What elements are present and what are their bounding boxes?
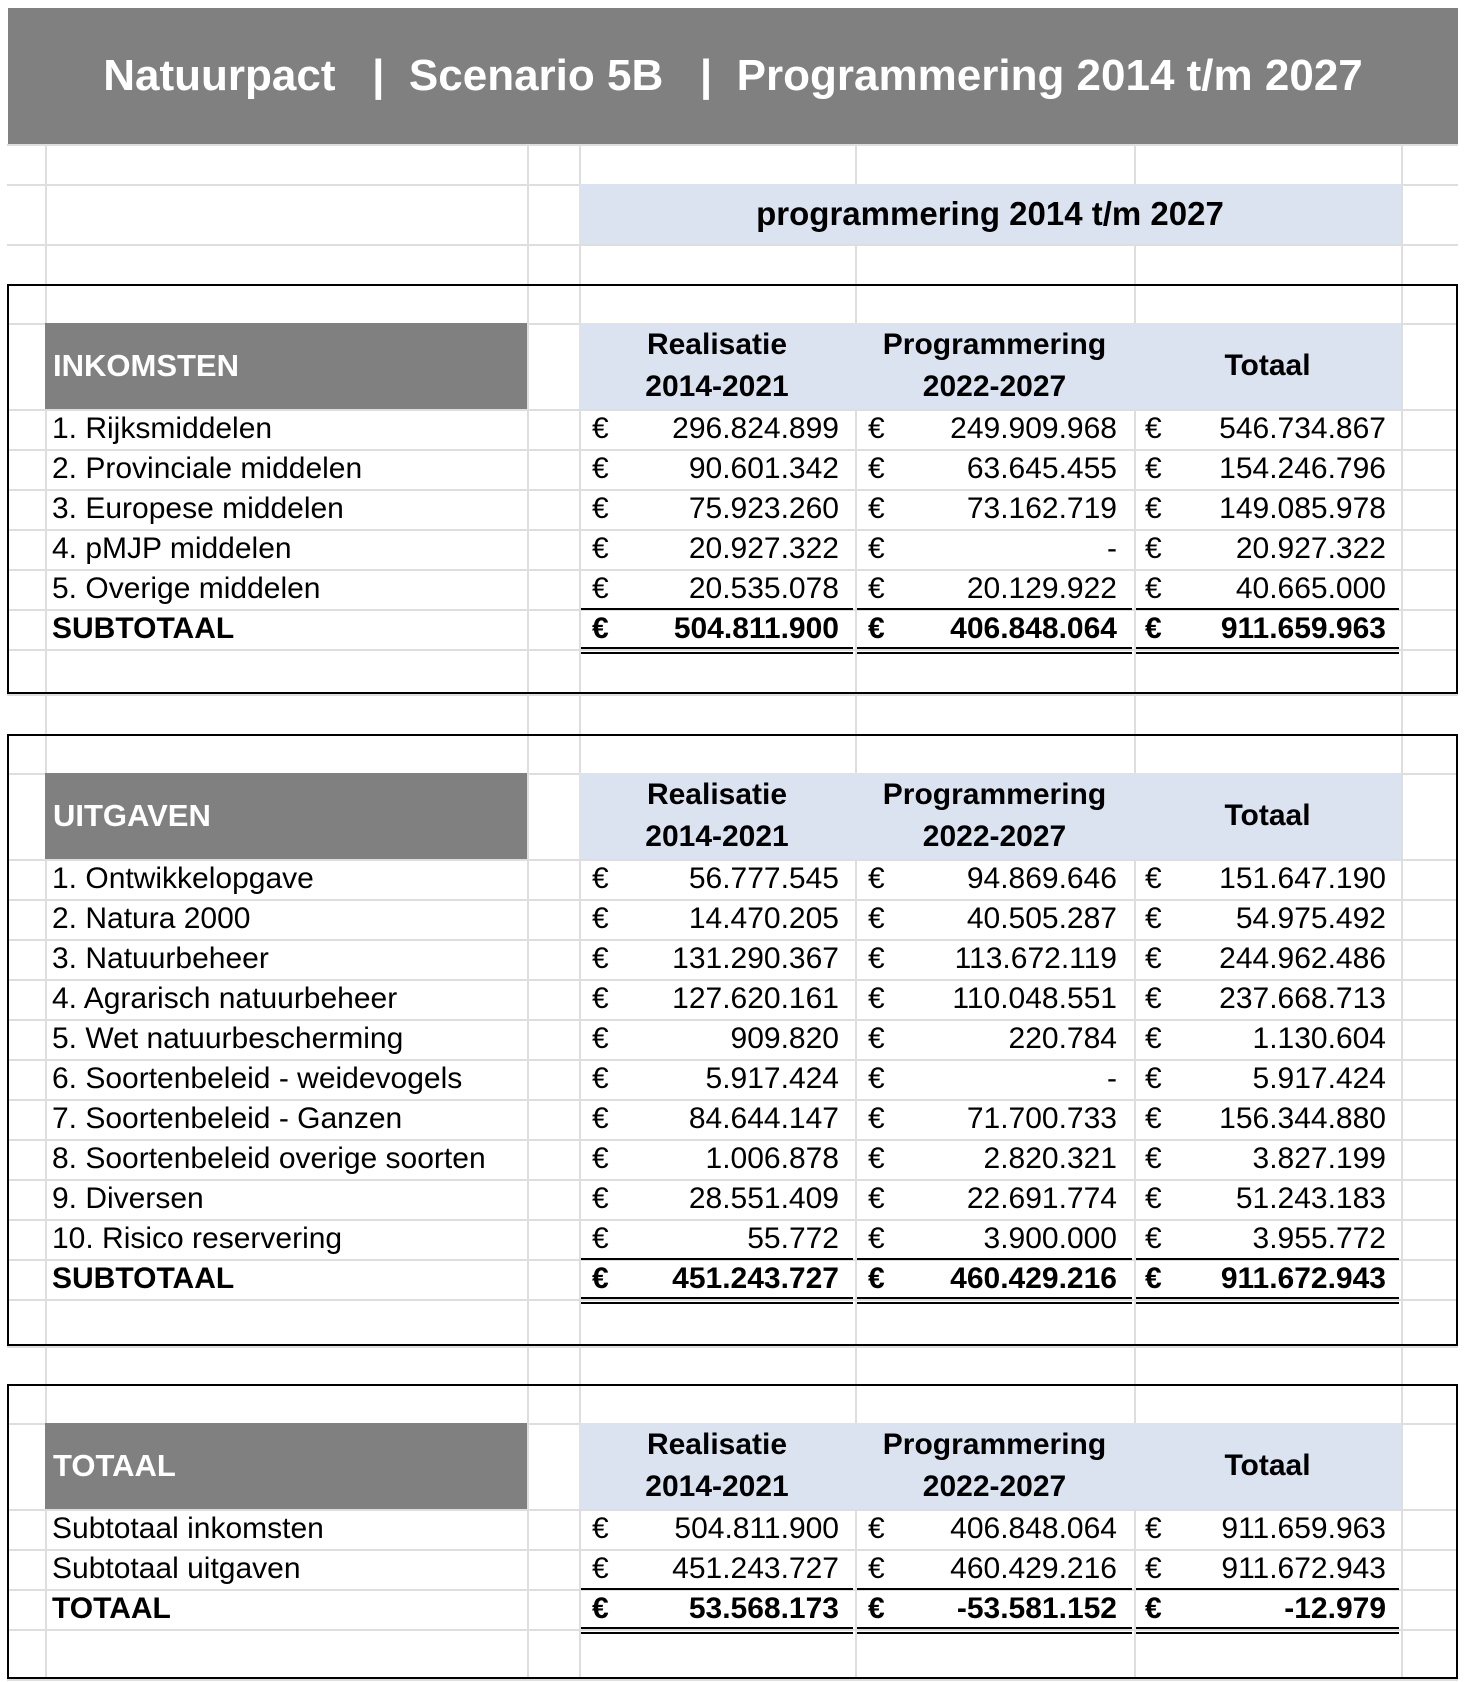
currency-symbol: € [1145, 1142, 1162, 1175]
value-programmering: 73.162.719 [966, 492, 1117, 525]
value-programmering: 460.429.216 [950, 1262, 1117, 1295]
inkomsten-title: INKOMSTEN [45, 323, 527, 409]
currency-symbol: € [1145, 1102, 1162, 1135]
row-label: 1. Rijksmiddelen [52, 412, 273, 445]
uitgaven-col-totaal [1134, 773, 1401, 859]
currency-symbol: € [868, 1222, 885, 1255]
currency-symbol: € [1145, 1022, 1162, 1055]
table-row [0, 449, 1464, 489]
row-label: Subtotaal uitgaven [52, 1552, 301, 1585]
currency-symbol: € [1145, 452, 1162, 485]
value-realisatie: 5.917.424 [705, 1062, 839, 1095]
currency-symbol: € [1145, 1512, 1162, 1545]
gridline-row [7, 694, 1458, 696]
value-totaal: 3.827.199 [1252, 1142, 1386, 1175]
currency-symbol: € [592, 1592, 609, 1625]
value-totaal: 40.665.000 [1235, 572, 1386, 605]
table-row [0, 1219, 1464, 1259]
subtotal-top-border [581, 608, 853, 610]
col-totaal: Totaal [1224, 1449, 1311, 1482]
currency-symbol: € [592, 1142, 609, 1175]
currency-symbol: € [868, 492, 885, 525]
col-programmering-line2: 2022-2027 [922, 820, 1067, 853]
table-row [0, 489, 1464, 529]
inkomsten-col-programmering [855, 323, 1134, 409]
row-label: TOTAAL [52, 1592, 171, 1625]
currency-symbol: € [868, 902, 885, 935]
col-realisatie-line2: 2014-2021 [645, 820, 789, 853]
inkomsten-col-realisatie [579, 323, 855, 409]
gridline-row [7, 1679, 1458, 1681]
table-row [0, 1179, 1464, 1219]
totaal-col-programmering [855, 1423, 1134, 1509]
subtotal-double-underline [857, 1627, 1132, 1634]
currency-symbol: € [1145, 612, 1162, 645]
col-programmering-line1: Programmering [882, 328, 1107, 361]
currency-symbol: € [868, 532, 885, 565]
table-row [0, 1019, 1464, 1059]
row-label: SUBTOTAAL [52, 1262, 235, 1295]
currency-symbol: € [868, 1262, 885, 1295]
currency-symbol: € [592, 1262, 609, 1295]
value-realisatie: 75.923.260 [688, 492, 839, 525]
currency-symbol: € [1145, 492, 1162, 525]
value-realisatie: 55.772 [747, 1222, 839, 1255]
value-programmering: -53.581.152 [956, 1592, 1117, 1625]
table-row [0, 979, 1464, 1019]
currency-symbol: € [1145, 1222, 1162, 1255]
value-totaal: 911.672.943 [1221, 1552, 1386, 1585]
inkomsten-col-totaal [1134, 323, 1401, 409]
subtotal-row [0, 1259, 1464, 1299]
currency-symbol: € [592, 1102, 609, 1135]
value-realisatie: 56.777.545 [688, 862, 839, 895]
currency-symbol: € [868, 942, 885, 975]
currency-symbol: € [868, 1182, 885, 1215]
currency-symbol: € [592, 1512, 609, 1545]
currency-symbol: € [1145, 1182, 1162, 1215]
table-row [0, 529, 1464, 569]
value-programmering: 406.848.064 [950, 612, 1117, 645]
row-label: SUBTOTAAL [52, 612, 235, 645]
value-programmering: - [1107, 1062, 1117, 1095]
col-programmering-line1: Programmering [882, 778, 1107, 811]
currency-symbol: € [1145, 412, 1162, 445]
row-label: 3. Natuurbeheer [52, 942, 269, 975]
value-totaal: 156.344.880 [1219, 1102, 1386, 1135]
currency-symbol: € [1145, 862, 1162, 895]
row-label: 5. Wet natuurbescherming [52, 1022, 404, 1055]
value-programmering: - [1107, 532, 1117, 565]
row-label: 9. Diversen [52, 1182, 204, 1215]
table-row [0, 939, 1464, 979]
gridline-row [7, 1346, 1458, 1348]
currency-symbol: € [868, 612, 885, 645]
col-realisatie-line2: 2014-2021 [645, 1470, 789, 1503]
value-realisatie: 1.006.878 [705, 1142, 839, 1175]
currency-symbol: € [868, 412, 885, 445]
table-row [0, 1099, 1464, 1139]
subtotal-double-underline [857, 1297, 1132, 1304]
table-row [0, 569, 1464, 609]
period-title: programmering 2014 t/m 2027 [756, 195, 1224, 232]
subtotal-top-border [581, 1258, 853, 1260]
col-totaal: Totaal [1224, 349, 1311, 382]
value-totaal: 546.734.867 [1219, 412, 1386, 445]
table-row [0, 1509, 1464, 1549]
col-realisatie-line1: Realisatie [646, 328, 788, 361]
value-totaal: 1.130.604 [1252, 1022, 1386, 1055]
col-programmering-line2: 2022-2027 [922, 370, 1067, 403]
value-totaal: 244.962.486 [1219, 942, 1386, 975]
row-label: 2. Provinciale middelen [52, 452, 363, 485]
value-realisatie: 90.601.342 [688, 452, 839, 485]
value-totaal: 54.975.492 [1235, 902, 1386, 935]
gridline-row [7, 244, 1458, 246]
uitgaven-col-realisatie [579, 773, 855, 859]
currency-symbol: € [1145, 982, 1162, 1015]
row-label: 2. Natura 2000 [52, 902, 251, 935]
value-realisatie: 451.243.727 [672, 1552, 839, 1585]
subtotal-double-underline [1136, 1627, 1399, 1634]
row-label: 5. Overige middelen [52, 572, 321, 605]
value-totaal: 911.672.943 [1220, 1262, 1386, 1295]
currency-symbol: € [868, 1512, 885, 1545]
value-realisatie: 53.568.173 [688, 1592, 839, 1625]
value-totaal: 149.085.978 [1219, 492, 1386, 525]
value-realisatie: 14.470.205 [688, 902, 839, 935]
value-programmering: 94.869.646 [966, 862, 1117, 895]
value-programmering: 460.429.216 [950, 1552, 1117, 1585]
currency-symbol: € [592, 862, 609, 895]
subtotal-top-border [1136, 1588, 1399, 1590]
value-programmering: 220.784 [1008, 1022, 1117, 1055]
currency-symbol: € [592, 452, 609, 485]
value-totaal: 151.647.190 [1219, 862, 1386, 895]
subtotal-top-border [857, 1258, 1132, 1260]
currency-symbol: € [1145, 1062, 1162, 1095]
currency-symbol: € [592, 902, 609, 935]
row-label: 4. pMJP middelen [52, 532, 292, 565]
currency-symbol: € [592, 572, 609, 605]
row-label: 8. Soortenbeleid overige soorten [52, 1142, 486, 1175]
subtotal-double-underline [581, 647, 853, 654]
value-programmering: 249.909.968 [950, 412, 1117, 445]
value-realisatie: 20.535.078 [688, 572, 839, 605]
value-realisatie: 28.551.409 [688, 1182, 839, 1215]
value-totaal: -12.979 [1284, 1592, 1386, 1625]
subtotal-double-underline [581, 1297, 853, 1304]
row-label: 7. Soortenbeleid - Ganzen [52, 1102, 403, 1135]
subtotal-row [0, 609, 1464, 649]
value-totaal: 3.955.772 [1252, 1222, 1386, 1255]
currency-symbol: € [1145, 1592, 1162, 1625]
currency-symbol: € [592, 1222, 609, 1255]
currency-symbol: € [592, 612, 609, 645]
currency-symbol: € [592, 412, 609, 445]
total-row [0, 1589, 1464, 1629]
subtotal-top-border [1136, 608, 1399, 610]
table-row [0, 1139, 1464, 1179]
subtotal-top-border [581, 1588, 853, 1590]
col-totaal: Totaal [1224, 799, 1311, 832]
value-totaal: 911.659.963 [1221, 1512, 1386, 1545]
table-row [0, 899, 1464, 939]
totaal-col-realisatie [579, 1423, 855, 1509]
currency-symbol: € [1145, 532, 1162, 565]
currency-symbol: € [1145, 572, 1162, 605]
value-programmering: 110.048.551 [952, 982, 1117, 1015]
subtotal-double-underline [1136, 647, 1399, 654]
currency-symbol: € [592, 1552, 609, 1585]
value-totaal: 237.668.713 [1219, 982, 1386, 1015]
currency-symbol: € [1145, 1552, 1162, 1585]
totaal-col-totaal [1134, 1423, 1401, 1509]
col-realisatie-line2: 2014-2021 [645, 370, 789, 403]
row-label: 6. Soortenbeleid - weidevogels [52, 1062, 463, 1095]
value-realisatie: 451.243.727 [672, 1262, 839, 1295]
col-realisatie-line1: Realisatie [646, 778, 788, 811]
value-totaal: 154.246.796 [1219, 452, 1386, 485]
value-programmering: 3.900.000 [983, 1222, 1117, 1255]
uitgaven-col-programmering [855, 773, 1134, 859]
gridline-row [7, 144, 1458, 146]
currency-symbol: € [868, 1142, 885, 1175]
value-realisatie: 909.820 [730, 1022, 839, 1055]
value-totaal: 20.927.322 [1235, 532, 1386, 565]
subtotal-top-border [1136, 1258, 1399, 1260]
currency-symbol: € [868, 1022, 885, 1055]
uitgaven-title: UITGAVEN [45, 773, 527, 859]
value-realisatie: 504.811.900 [673, 612, 839, 645]
table-row [0, 1549, 1464, 1589]
row-label: Subtotaal inkomsten [52, 1512, 324, 1545]
value-programmering: 20.129.922 [966, 572, 1117, 605]
value-programmering: 406.848.064 [950, 1512, 1117, 1545]
currency-symbol: € [868, 1062, 885, 1095]
value-programmering: 22.691.774 [966, 1182, 1117, 1215]
table-row [0, 1059, 1464, 1099]
totaal-title: TOTAAL [45, 1423, 527, 1509]
currency-symbol: € [1145, 1262, 1162, 1295]
row-label: 4. Agrarisch natuurbeheer [52, 982, 398, 1015]
row-label: 1. Ontwikkelopgave [52, 862, 314, 895]
subtotal-top-border [857, 1588, 1132, 1590]
value-programmering: 40.505.287 [966, 902, 1117, 935]
currency-symbol: € [1145, 902, 1162, 935]
subtotal-top-border [857, 608, 1132, 610]
currency-symbol: € [868, 1552, 885, 1585]
value-realisatie: 127.620.161 [672, 982, 839, 1015]
value-totaal: 5.917.424 [1252, 1062, 1386, 1095]
table-row [0, 409, 1464, 449]
page-title: Natuurpact | Scenario 5B | Programmering 2014 t/m 2027 [8, 8, 1458, 144]
table-row [0, 859, 1464, 899]
value-realisatie: 296.824.899 [672, 412, 839, 445]
col-programmering-line2: 2022-2027 [922, 1470, 1067, 1503]
value-realisatie: 20.927.322 [688, 532, 839, 565]
value-programmering: 71.700.733 [966, 1102, 1117, 1135]
value-realisatie: 504.811.900 [674, 1512, 839, 1545]
subtotal-double-underline [857, 647, 1132, 654]
currency-symbol: € [868, 1592, 885, 1625]
subtotal-double-underline [581, 1627, 853, 1634]
col-realisatie-line1: Realisatie [646, 1428, 788, 1461]
value-realisatie: 84.644.147 [688, 1102, 839, 1135]
currency-symbol: € [868, 572, 885, 605]
row-label: 10. Risico reservering [52, 1222, 343, 1255]
currency-symbol: € [868, 862, 885, 895]
currency-symbol: € [592, 1022, 609, 1055]
subtotal-double-underline [1136, 1297, 1399, 1304]
value-totaal: 51.243.183 [1235, 1182, 1386, 1215]
currency-symbol: € [868, 452, 885, 485]
value-programmering: 63.645.455 [966, 452, 1117, 485]
col-programmering-line1: Programmering [882, 1428, 1107, 1461]
value-realisatie: 131.290.367 [672, 942, 839, 975]
currency-symbol: € [592, 1062, 609, 1095]
value-programmering: 113.672.119 [954, 942, 1117, 975]
value-totaal: 911.659.963 [1220, 612, 1386, 645]
currency-symbol: € [592, 942, 609, 975]
value-programmering: 2.820.321 [983, 1142, 1117, 1175]
currency-symbol: € [592, 492, 609, 525]
row-label: 3. Europese middelen [52, 492, 344, 525]
currency-symbol: € [868, 1102, 885, 1135]
currency-symbol: € [1145, 942, 1162, 975]
currency-symbol: € [592, 532, 609, 565]
currency-symbol: € [592, 982, 609, 1015]
currency-symbol: € [592, 1182, 609, 1215]
currency-symbol: € [868, 982, 885, 1015]
